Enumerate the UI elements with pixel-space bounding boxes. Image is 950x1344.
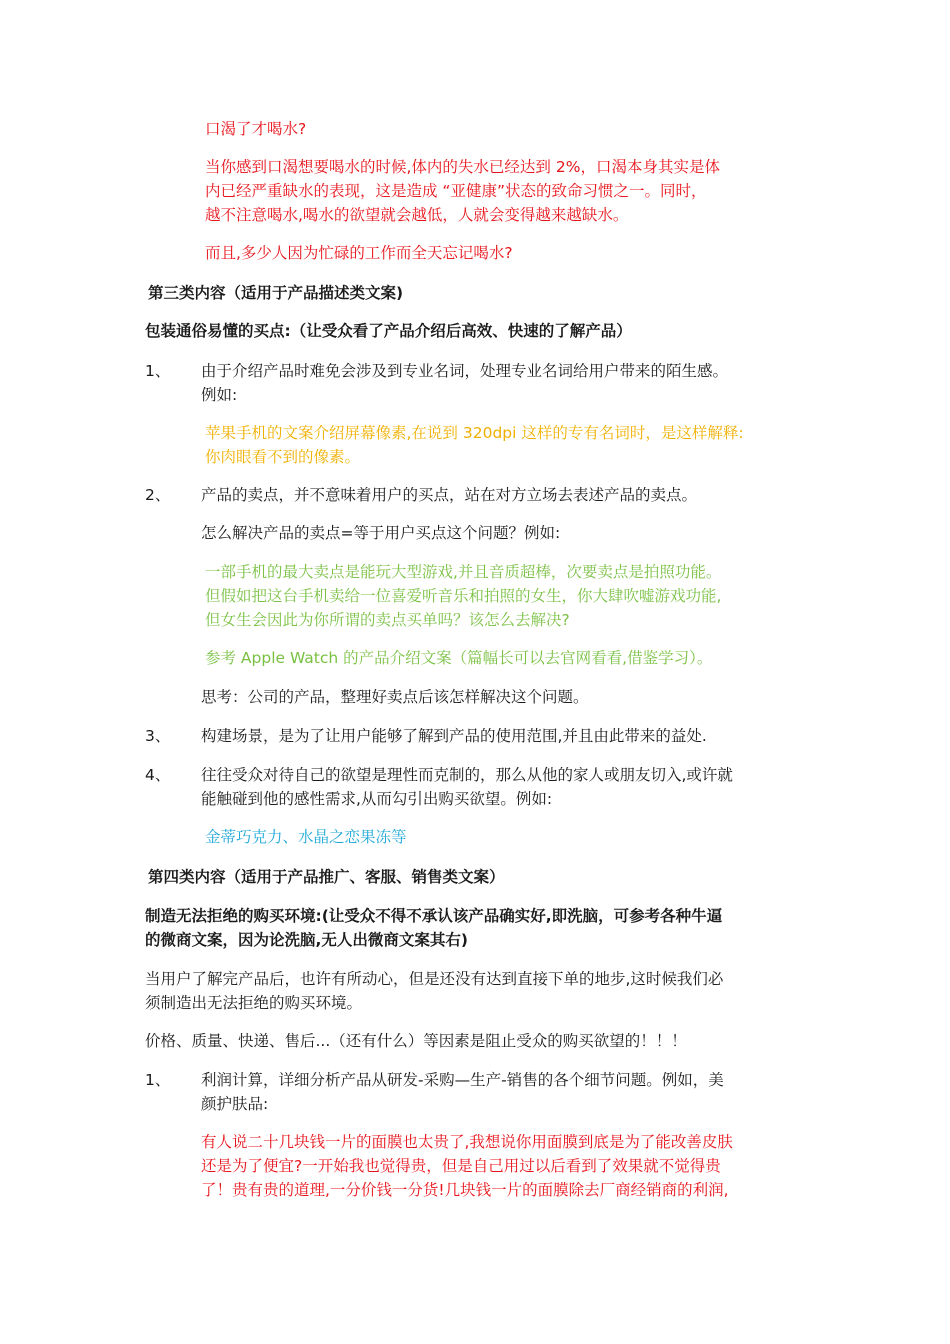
example-text: 你肉眼看不到的像素。	[205, 448, 361, 466]
section3-heading: 第三类内容（适用于产品描述类文案)	[148, 284, 404, 302]
reference-text: 参考 Apple Watch 的产品介绍文案（篇幅长可以去官网看看,借鉴学习）。	[205, 649, 713, 667]
list-number: 1、	[145, 1071, 171, 1089]
list-number: 3、	[145, 727, 171, 745]
intro-question: 口渴了才喝水?	[205, 120, 307, 138]
intro-paragraph-line: 当你感到口渴想要喝水的时候,体内的失水已经达到 2%，口渴本身其实是体	[205, 158, 720, 176]
paragraph-text: 当用户了解完产品后，也许有所动心，但是还没有达到直接下单的地步,这时候我们必	[145, 970, 724, 988]
example-text: 了！贵有贵的道理,一分价钱一分货!几块钱一片的面膜除去厂商经销商的利润,	[201, 1181, 729, 1199]
list-item-text: 能触碰到他的感性需求,从而勾引出购买欲望。例如:	[201, 790, 553, 808]
list-number: 2、	[145, 486, 171, 504]
section4-subheading: 制造无法拒绝的购买环境:(让受众不得不承认该产品确实好,即洗脑，可参考各种牛逼	[145, 907, 723, 925]
paragraph-text: 须制造出无法拒绝的购买环境。	[145, 994, 363, 1012]
example-text: 有人说二十几块钱一片的面膜也太贵了,我想说你用面膜到底是为了能改善皮肤	[201, 1133, 733, 1151]
example-text: 但女生会因此为你所谓的卖点买单吗？该怎么去解决?	[205, 611, 570, 629]
list-item-text: 颜护肤品:	[201, 1095, 269, 1113]
list-item-question: 怎么解决产品的卖点=等于用户买点这个问题？例如:	[201, 524, 561, 542]
paragraph-text: 价格、质量、快递、售后...（还有什么）等因素是阻止受众的购买欲望的！！！	[145, 1032, 687, 1050]
example-text: 还是为了便宜?一开始我也觉得贵，但是自己用过以后看到了效果就不觉得贵	[201, 1157, 721, 1175]
example-text: 苹果手机的文案介绍屏幕像素,在说到 320dpi 这样的专有名词时，是这样解释:	[205, 424, 744, 442]
list-number: 1、	[145, 362, 171, 380]
list-item-text: 构建场景，是为了让用户能够了解到产品的使用范围,并且由此带来的益处.	[201, 727, 707, 745]
section4-subheading: 的微商文案，因为论洗脑,无人出微商文案其右)	[145, 931, 468, 949]
list-item-text: 例如:	[201, 386, 238, 404]
list-item-text: 利润计算，详细分析产品从研发-采购—生产-销售的各个细节问题。例如，美	[201, 1071, 724, 1089]
intro-paragraph-2: 而且,多少人因为忙碌的工作而全天忘记喝水?	[205, 244, 513, 262]
example-text: 一部手机的最大卖点是能玩大型游戏,并且音质超棒，次要卖点是拍照功能。	[205, 563, 722, 581]
think-text: 思考：公司的产品，整理好卖点后该怎样解决这个问题。	[201, 688, 589, 706]
intro-paragraph-line: 越不注意喝水,喝水的欲望就会越低，人就会变得越来越缺水。	[205, 206, 629, 224]
list-item-text: 往往受众对待自己的欲望是理性而克制的，那么从他的家人或朋友切入,或许就	[201, 766, 733, 784]
section3-subheading: 包装通俗易懂的买点:（让受众看了产品介绍后高效、快速的了解产品）	[145, 322, 632, 340]
list-number: 4、	[145, 766, 171, 784]
list-item-text: 由于介绍产品时难免会涉及到专业名词，处理专业名词给用户带来的陌生感。	[201, 362, 729, 380]
example-text: 但假如把这台手机卖给一位喜爱听音乐和拍照的女生，你大肆吹嘘游戏功能,	[205, 587, 722, 605]
list-item-text: 产品的卖点，并不意味着用户的买点，站在对方立场去表述产品的卖点。	[201, 486, 698, 504]
section4-heading: 第四类内容（适用于产品推广、客服、销售类文案）	[148, 868, 505, 886]
example-text: 金蒂巧克力、水晶之恋果冻等	[205, 828, 407, 846]
intro-paragraph-line: 内已经严重缺水的表现，这是造成 “亚健康”状态的致命习惯之一。同时，	[205, 182, 707, 200]
